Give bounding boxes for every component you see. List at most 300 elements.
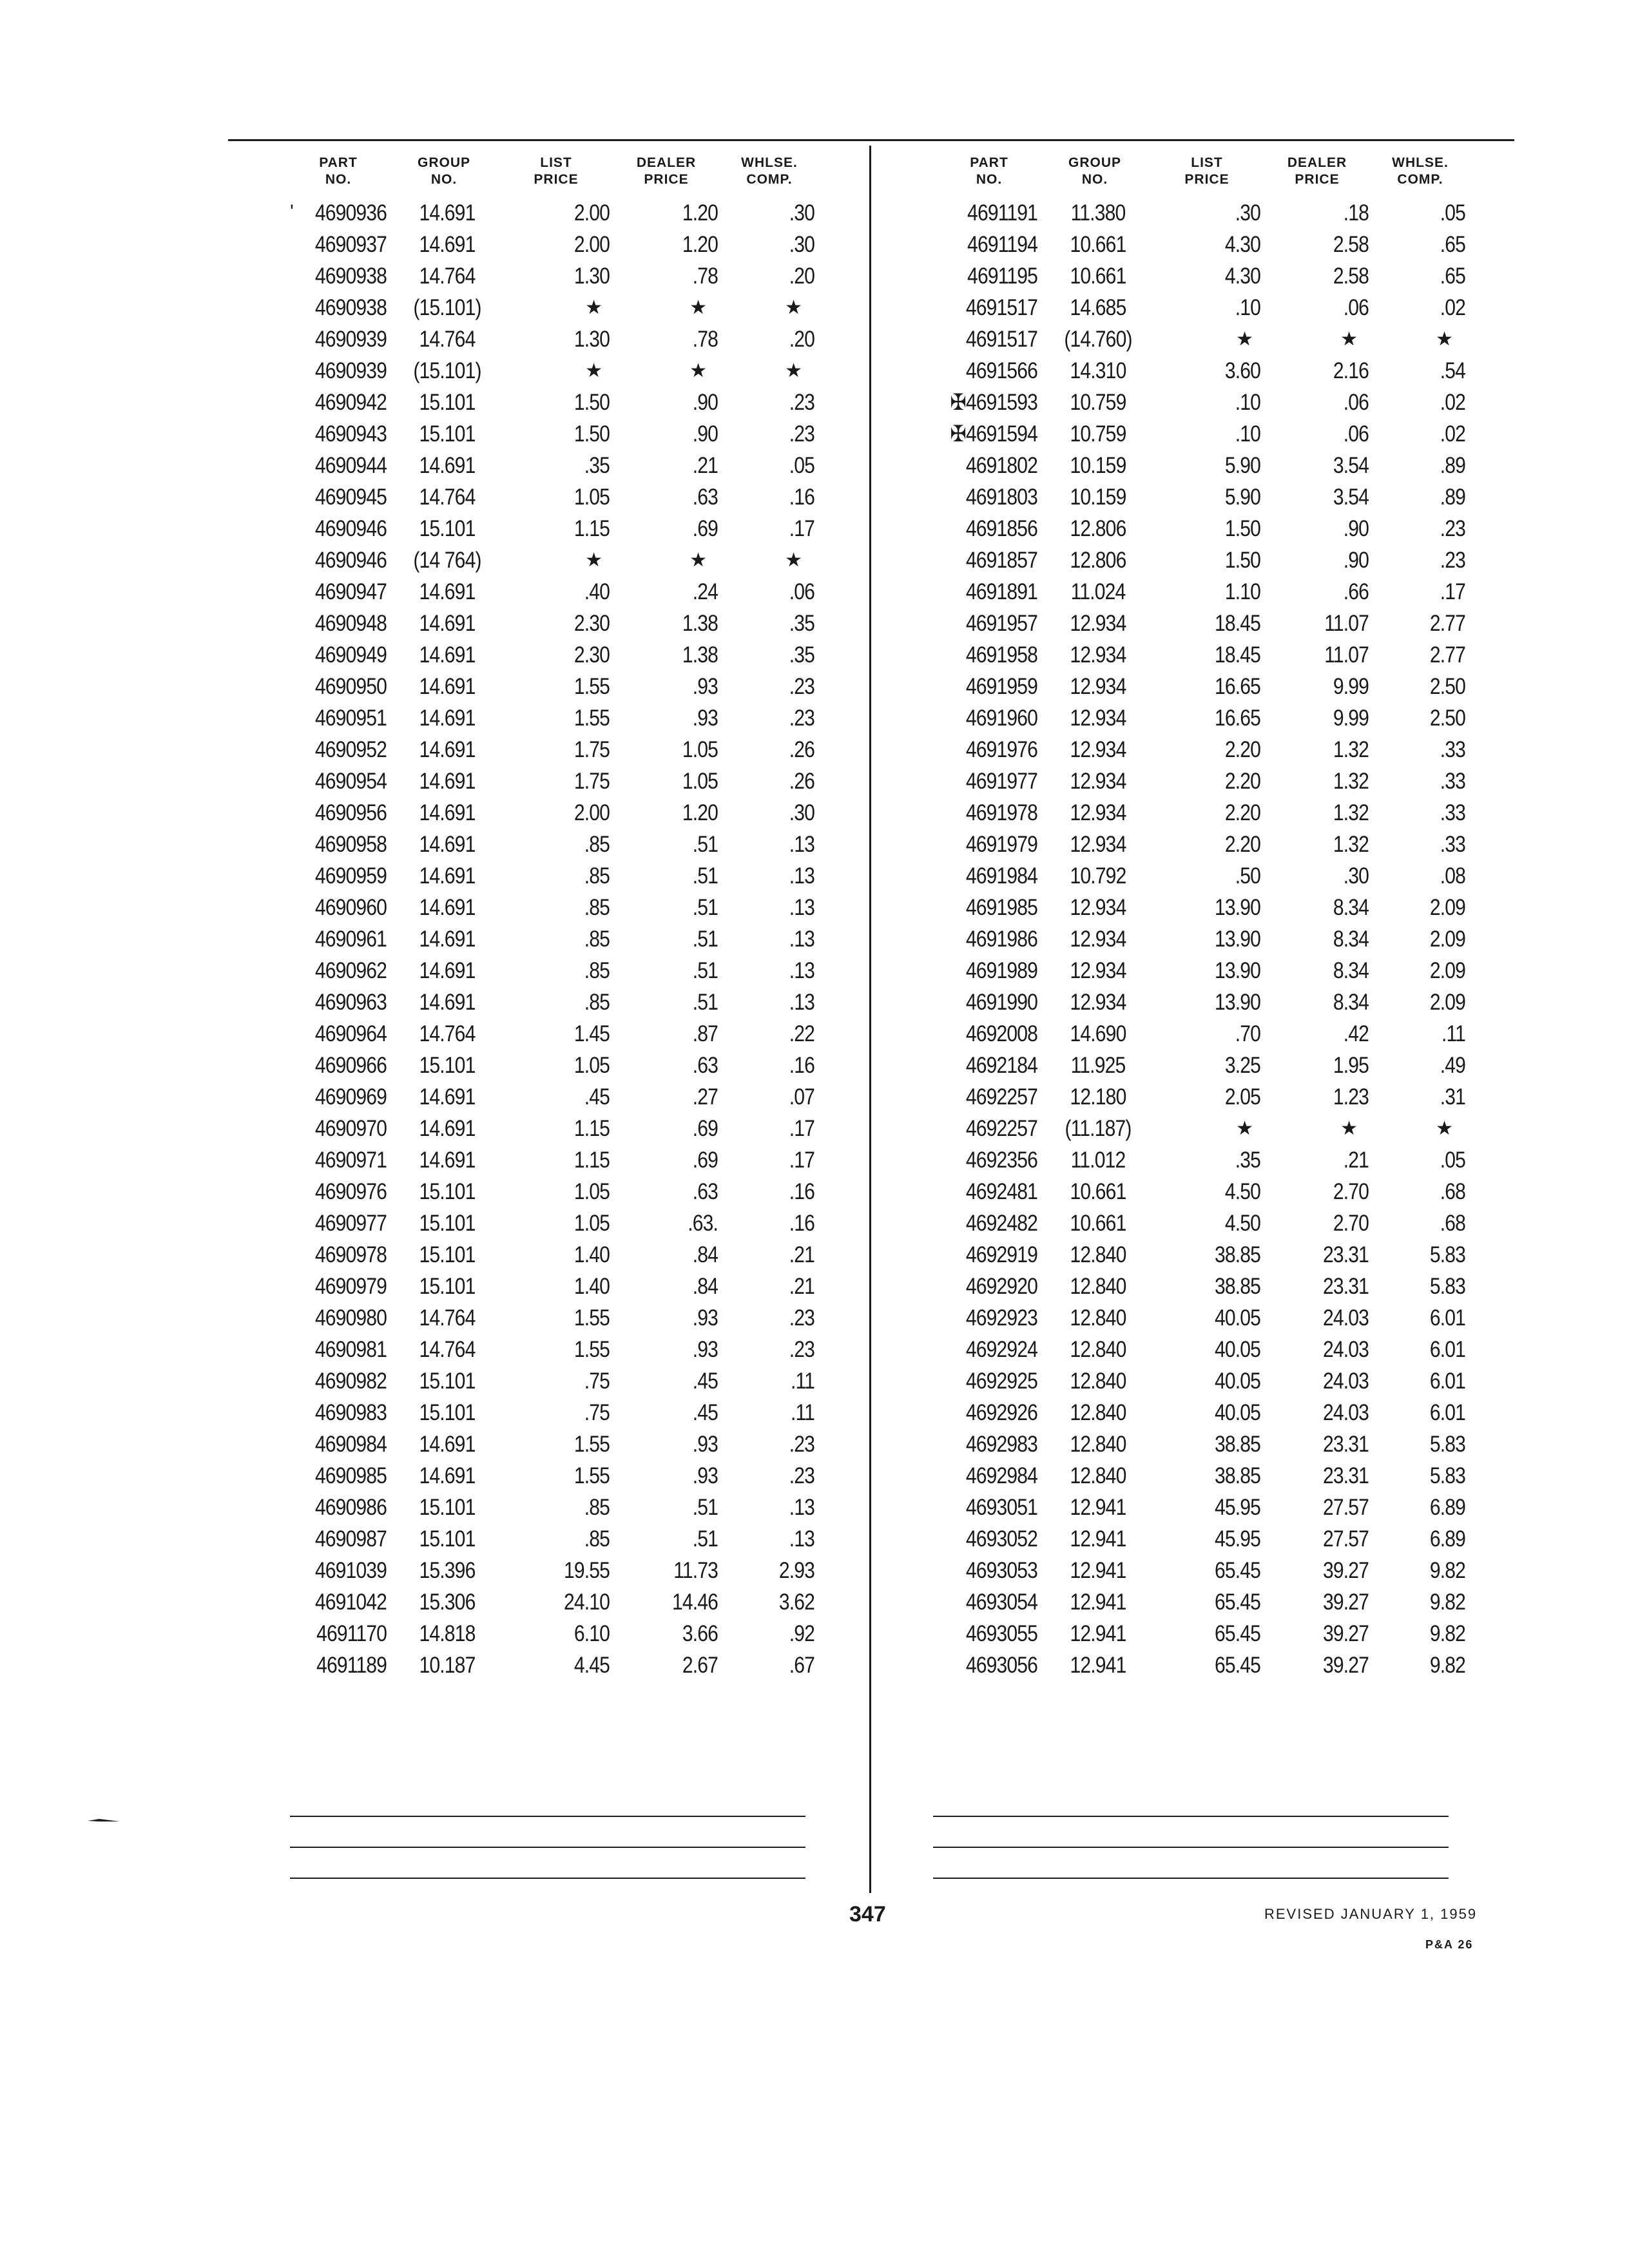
whlse-comp-cell: 6.89: [1429, 1526, 1465, 1552]
group-no-cell: (15.101): [413, 294, 481, 320]
whlse-comp-cell: 2.77: [1429, 642, 1465, 668]
list-price-cell: 18.45: [1214, 642, 1260, 668]
table-row: [284, 955, 817, 986]
part-no-cell: 4691990: [965, 989, 1037, 1015]
part-no-cell: 4691189: [316, 1652, 387, 1678]
table-row: [934, 197, 1468, 229]
list-price-cell: 2.20: [1224, 736, 1260, 762]
whlse-comp-cell: 5.83: [1429, 1431, 1465, 1457]
table-row: [934, 1428, 1468, 1460]
list-price-cell: 38.85: [1214, 1242, 1260, 1267]
list-price-cell: .10: [1235, 294, 1260, 320]
list-price-cell: 1.05: [574, 1210, 610, 1236]
dealer-price-cell: 24.03: [1322, 1336, 1369, 1362]
whlse-comp-cell: .31: [1440, 1084, 1465, 1110]
list-price-cell: 2.20: [1224, 831, 1260, 857]
whlse-comp-cell: .67: [789, 1652, 815, 1678]
whlse-comp-cell: .13: [789, 989, 815, 1015]
group-no-cell: 12.934: [1070, 926, 1126, 952]
part-no-cell: 4691857: [965, 547, 1037, 573]
group-no-cell: 12.941: [1070, 1557, 1126, 1583]
group-no-cell: 10.159: [1070, 484, 1126, 510]
part-no-cell: 4692356: [965, 1147, 1037, 1173]
list-price-cell: 16.65: [1214, 705, 1260, 731]
whlse-comp-cell: .11: [790, 1399, 815, 1425]
table-row: [934, 1365, 1468, 1397]
list-price-cell: .45: [584, 1084, 610, 1110]
group-no-cell: (14.760): [1064, 326, 1132, 352]
list-price-cell: 1.50: [1224, 515, 1260, 541]
list-price-cell: .70: [1235, 1021, 1260, 1046]
group-no-cell: 12.941: [1070, 1620, 1126, 1646]
group-no-cell: 10.792: [1070, 863, 1126, 889]
whlse-comp-cell: .68: [1440, 1178, 1465, 1204]
part-no-cell: 4690979: [314, 1273, 387, 1299]
header-group-no: GROUP NO.: [417, 155, 470, 187]
list-price-cell: 2.30: [574, 610, 610, 636]
group-no-cell: 15.101: [419, 1399, 476, 1425]
list-price-cell: 45.95: [1214, 1526, 1260, 1552]
whlse-comp-cell: .30: [789, 800, 815, 825]
table-row: [934, 797, 1468, 829]
group-no-cell: 14.764: [419, 1021, 476, 1046]
whlse-comp-cell: .05: [789, 452, 815, 478]
table-row: [934, 1492, 1468, 1523]
part-no-cell: 4690938: [314, 263, 387, 289]
whlse-comp-cell: 2.09: [1429, 957, 1465, 983]
whlse-comp-cell: .13: [789, 863, 815, 889]
table-row: [934, 1618, 1468, 1649]
dealer-price-cell: 23.31: [1322, 1273, 1369, 1299]
group-no-cell: 15.101: [419, 1242, 476, 1267]
whlse-comp-cell: .17: [789, 1147, 815, 1173]
whlse-comp-cell: .13: [789, 894, 815, 920]
table-row: [934, 418, 1468, 450]
group-no-cell: 12.934: [1070, 957, 1126, 983]
list-price-cell: 1.15: [574, 1147, 610, 1173]
part-no-cell: 4692983: [965, 1431, 1037, 1457]
whlse-comp-cell: .89: [1440, 484, 1465, 510]
part-no-cell: 4691517: [965, 294, 1037, 320]
dealer-price-cell: .63: [692, 484, 718, 510]
group-no-cell: 12.934: [1070, 800, 1126, 825]
header-list-price: LIST PRICE: [534, 155, 579, 187]
group-no-cell: 14.764: [419, 1305, 476, 1331]
table-row: [934, 986, 1468, 1018]
table-row: [284, 1271, 817, 1302]
whlse-comp-cell: .16: [789, 1178, 815, 1204]
dealer-price-cell: .90: [1343, 515, 1369, 541]
list-price-cell: 1.55: [574, 1336, 610, 1362]
dealer-price-cell: .93: [692, 705, 718, 731]
group-no-cell: 14.818: [419, 1620, 476, 1646]
part-no-cell: 4690945: [314, 484, 387, 510]
dealer-price-cell: 23.31: [1322, 1431, 1369, 1457]
whlse-comp-cell: .13: [789, 831, 815, 857]
table-row: [284, 1018, 817, 1050]
group-no-cell: 14.691: [419, 736, 476, 762]
part-no-cell: 4692481: [965, 1178, 1037, 1204]
list-price-cell: 38.85: [1214, 1273, 1260, 1299]
whlse-comp-cell: .02: [1440, 421, 1465, 447]
list-price-cell: 24.10: [563, 1589, 610, 1615]
part-no-cell: 4691194: [967, 231, 1037, 257]
group-no-cell: 12.840: [1070, 1336, 1126, 1362]
table-row: [934, 1271, 1468, 1302]
list-price-cell: 19.55: [563, 1557, 610, 1583]
right-header-row: [934, 155, 1468, 197]
group-no-cell: 14.310: [1070, 358, 1126, 383]
group-no-cell: 14.691: [419, 863, 476, 889]
part-no-cell: 4691977: [965, 768, 1037, 794]
list-price-cell: .85: [584, 957, 610, 983]
list-price-cell: 1.05: [574, 1052, 610, 1078]
list-price-cell: 1.40: [574, 1273, 610, 1299]
table-row: [284, 1113, 817, 1144]
list-price-cell: 65.45: [1214, 1589, 1260, 1615]
table-row: [284, 1523, 817, 1555]
table-row: [934, 1302, 1468, 1334]
part-no-cell: 4690969: [314, 1084, 387, 1110]
table-row: [934, 860, 1468, 892]
dealer-price-cell: .51: [692, 926, 718, 952]
dealer-price-cell: 1.20: [682, 200, 718, 226]
group-no-cell: 10.661: [1070, 1178, 1126, 1204]
whlse-comp-cell: 9.82: [1429, 1557, 1465, 1583]
table-row: [284, 860, 817, 892]
whlse-comp-cell: .17: [789, 1115, 815, 1141]
dealer-price-cell: 27.57: [1322, 1494, 1369, 1520]
table-row: [284, 418, 817, 450]
whlse-comp-cell: 9.82: [1429, 1620, 1465, 1646]
table-row: [934, 1018, 1468, 1050]
dealer-price-cell: .63.: [688, 1210, 718, 1236]
table-row: [934, 481, 1468, 513]
dealer-price-cell: .90: [692, 389, 718, 415]
stray-mark: ': [290, 201, 294, 222]
whlse-comp-cell: 5.83: [1429, 1273, 1465, 1299]
dealer-price-cell: .93: [692, 1305, 718, 1331]
dealer-price-cell: 23.31: [1322, 1242, 1369, 1267]
list-price-cell: 40.05: [1214, 1305, 1260, 1331]
whlse-comp-cell: .02: [1440, 294, 1465, 320]
part-no-cell: 4692257: [965, 1084, 1037, 1110]
dealer-price-cell: .45: [692, 1368, 718, 1394]
part-no-cell: 4691039: [314, 1557, 387, 1583]
table-row: [934, 639, 1468, 671]
table-row: [284, 1144, 817, 1176]
table-row: [934, 323, 1468, 355]
list-price-cell: 2.00: [574, 200, 610, 226]
part-no-cell: 4690958: [314, 831, 387, 857]
whlse-comp-cell: 6.01: [1429, 1336, 1465, 1362]
whlse-comp-cell: ★: [1436, 1118, 1452, 1139]
table-row: [284, 1207, 817, 1239]
table-row: [284, 923, 817, 955]
list-price-cell: 40.05: [1214, 1368, 1260, 1394]
dealer-price-cell: 1.20: [682, 800, 718, 825]
dealer-price-cell: .18: [1343, 200, 1369, 226]
group-no-cell: 12.941: [1070, 1589, 1126, 1615]
group-no-cell: 12.941: [1070, 1494, 1126, 1520]
part-no-cell: 4691802: [965, 452, 1037, 478]
dealer-price-cell: 2.67: [682, 1652, 718, 1678]
group-no-cell: (14 764): [413, 547, 481, 573]
part-no-cell: 4691803: [965, 484, 1037, 510]
group-no-cell: 12.934: [1070, 768, 1126, 794]
group-no-cell: 12.941: [1070, 1652, 1126, 1678]
whlse-comp-cell: .33: [1440, 800, 1465, 825]
dealer-price-cell: 2.70: [1333, 1210, 1369, 1236]
part-no-cell: 4690948: [314, 610, 387, 636]
dealer-price-cell: 8.34: [1333, 926, 1369, 952]
dealer-price-cell: 39.27: [1322, 1557, 1369, 1583]
table-row: [284, 260, 817, 292]
whlse-comp-cell: .23: [789, 673, 815, 699]
table-row: [934, 1586, 1468, 1618]
list-price-cell: 45.95: [1214, 1494, 1260, 1520]
list-price-cell: .75: [584, 1399, 610, 1425]
table-row: [284, 323, 817, 355]
group-no-cell: 15.101: [419, 1210, 476, 1236]
list-price-cell: 1.05: [574, 484, 610, 510]
part-no-cell: 4691984: [965, 863, 1037, 889]
whlse-comp-cell: 6.89: [1429, 1494, 1465, 1520]
part-no-cell: 4690978: [314, 1242, 387, 1267]
list-price-cell: 1.50: [1224, 547, 1260, 573]
table-row: [284, 1050, 817, 1081]
table-row: [284, 639, 817, 671]
whlse-comp-cell: .23: [789, 421, 815, 447]
group-no-cell: 14.691: [419, 642, 476, 668]
group-no-cell: 12.806: [1070, 547, 1126, 573]
list-price-cell: .35: [584, 452, 610, 478]
list-price-cell: 40.05: [1214, 1336, 1260, 1362]
list-price-cell: 38.85: [1214, 1431, 1260, 1457]
whlse-comp-cell: .22: [789, 1021, 815, 1046]
dealer-price-cell: 1.20: [682, 231, 718, 257]
part-no-cell: 4690962: [314, 957, 387, 983]
list-price-cell: .40: [584, 579, 610, 604]
whlse-comp-cell: .92: [789, 1620, 815, 1646]
part-no-cell: 4690983: [314, 1399, 387, 1425]
group-no-cell: 14.691: [419, 231, 476, 257]
top-rule: [228, 139, 1514, 141]
table-row: [284, 197, 817, 229]
table-row: [934, 1397, 1468, 1428]
dealer-price-cell: 8.34: [1333, 957, 1369, 983]
dealer-price-cell: 3.66: [682, 1620, 718, 1646]
group-no-cell: 14.691: [419, 768, 476, 794]
whlse-comp-cell: ★: [785, 550, 802, 571]
part-no-cell: 4693054: [965, 1589, 1037, 1615]
part-no-cell: 4690977: [314, 1210, 387, 1236]
group-no-cell: 10.661: [1070, 263, 1126, 289]
group-no-cell: 12.840: [1070, 1431, 1126, 1457]
part-no-cell: 4692482: [965, 1210, 1037, 1236]
dealer-price-cell: .51: [692, 894, 718, 920]
whlse-comp-cell: 9.82: [1429, 1652, 1465, 1678]
page-number: 347: [849, 1902, 886, 1927]
list-price-cell: 1.30: [574, 263, 610, 289]
part-no-cell: 4691957: [965, 610, 1037, 636]
group-no-cell: 14.691: [419, 1115, 476, 1141]
whlse-comp-cell: .49: [1440, 1052, 1465, 1078]
table-row: [284, 355, 817, 387]
part-no-cell: 4692924: [965, 1336, 1037, 1362]
group-no-cell: 12.934: [1070, 894, 1126, 920]
part-no-cell: 4690939: [314, 358, 387, 383]
list-price-cell: 38.85: [1214, 1463, 1260, 1488]
part-no-cell: 4691979: [965, 831, 1037, 857]
dealer-price-cell: .42: [1343, 1021, 1369, 1046]
list-price-cell: 13.90: [1214, 894, 1260, 920]
part-no-cell: 4691986: [965, 926, 1037, 952]
whlse-comp-cell: .13: [789, 926, 815, 952]
whlse-comp-cell: .16: [789, 1052, 815, 1078]
list-price-cell: .85: [584, 863, 610, 889]
list-price-cell: 18.45: [1214, 610, 1260, 636]
table-row: [284, 544, 817, 576]
whlse-comp-cell: .26: [789, 736, 815, 762]
table-row: [284, 892, 817, 923]
dealer-price-cell: .84: [692, 1242, 718, 1267]
part-no-cell: 4692257: [965, 1115, 1037, 1141]
dealer-price-cell: .45: [692, 1399, 718, 1425]
part-no-cell: 4690937: [314, 231, 387, 257]
list-price-cell: .10: [1235, 421, 1260, 447]
table-row: [934, 1176, 1468, 1207]
group-no-cell: 14.685: [1070, 294, 1126, 320]
list-price-cell: 4.30: [1224, 263, 1260, 289]
group-no-cell: 12.934: [1070, 705, 1126, 731]
part-no-cell: 4693055: [965, 1620, 1037, 1646]
part-no-cell: 4691170: [316, 1620, 387, 1646]
dealer-price-cell: .69: [692, 1147, 718, 1173]
group-no-cell: 12.934: [1070, 831, 1126, 857]
table-row: [934, 355, 1468, 387]
table-row: [284, 1555, 817, 1586]
whlse-comp-cell: .23: [789, 1463, 815, 1488]
part-no-cell: 4690946: [314, 515, 387, 541]
header-whlse-comp: WHLSE. COMP.: [1392, 155, 1449, 187]
part-no-cell: 4692919: [965, 1242, 1037, 1267]
list-price-cell: .10: [1235, 389, 1260, 415]
table-row: [284, 702, 817, 734]
list-price-cell: 2.00: [574, 231, 610, 257]
dealer-price-cell: 39.27: [1322, 1652, 1369, 1678]
part-no-cell: 4690986: [314, 1494, 387, 1520]
part-no-cell: 4690942: [314, 389, 387, 415]
whlse-comp-cell: 2.09: [1429, 894, 1465, 920]
group-no-cell: (15.101): [413, 358, 481, 383]
part-no-cell: 4691960: [965, 705, 1037, 731]
table-row: [284, 292, 817, 323]
whlse-comp-cell: .21: [789, 1273, 815, 1299]
table-row: [934, 734, 1468, 765]
whlse-comp-cell: .11: [790, 1368, 815, 1394]
group-no-cell: 15.101: [419, 1494, 476, 1520]
dealer-price-cell: 11.07: [1324, 642, 1369, 668]
group-no-cell: 14.691: [419, 705, 476, 731]
group-no-cell: 12.840: [1070, 1399, 1126, 1425]
group-no-cell: 14.691: [419, 957, 476, 983]
whlse-comp-cell: .21: [789, 1242, 815, 1267]
list-price-cell: 1.55: [574, 1431, 610, 1457]
dealer-price-cell: 1.95: [1333, 1052, 1369, 1078]
list-price-cell: ★: [1236, 1118, 1253, 1139]
part-no-cell: 4690951: [314, 705, 387, 731]
list-price-cell: 5.90: [1224, 484, 1260, 510]
part-no-cell: 4690946: [314, 547, 387, 573]
table-row: [934, 1081, 1468, 1113]
dealer-price-cell: .51: [692, 957, 718, 983]
whlse-comp-cell: .26: [789, 768, 815, 794]
part-no-cell: 4690959: [314, 863, 387, 889]
dealer-price-cell: .06: [1343, 421, 1369, 447]
group-no-cell: 12.934: [1070, 642, 1126, 668]
part-no-cell: 4693052: [965, 1526, 1037, 1552]
whlse-comp-cell: .13: [789, 1526, 815, 1552]
whlse-comp-cell: 6.01: [1429, 1368, 1465, 1394]
blank-entry-line: [290, 1816, 805, 1817]
dealer-price-cell: .90: [1343, 547, 1369, 573]
part-no-cell: ✠4691594: [950, 421, 1037, 447]
list-price-cell: 13.90: [1214, 926, 1260, 952]
dealer-price-cell: 3.54: [1333, 484, 1369, 510]
whlse-comp-cell: ★: [785, 360, 802, 381]
group-no-cell: 15.101: [419, 1273, 476, 1299]
list-price-cell: 6.10: [574, 1620, 610, 1646]
dealer-price-cell: .93: [692, 1431, 718, 1457]
list-price-cell: 1.45: [574, 1021, 610, 1046]
table-row: [284, 608, 817, 639]
list-price-cell: ★: [585, 297, 602, 318]
dealer-price-cell: 1.38: [682, 642, 718, 668]
part-no-cell: 4690938: [314, 294, 387, 320]
group-no-cell: 14.691: [419, 610, 476, 636]
list-price-cell: 40.05: [1214, 1399, 1260, 1425]
part-no-cell: 4692008: [965, 1021, 1037, 1046]
part-no-cell: 4690960: [314, 894, 387, 920]
part-no-cell: 4692923: [965, 1305, 1037, 1331]
whlse-comp-cell: 5.83: [1429, 1463, 1465, 1488]
whlse-comp-cell: .16: [789, 1210, 815, 1236]
table-row: [284, 576, 817, 608]
table-row: [934, 1113, 1468, 1144]
header-dealer-price: DEALER PRICE: [1287, 155, 1347, 187]
whlse-comp-cell: .17: [1440, 579, 1465, 604]
table-row: [284, 797, 817, 829]
left-price-table: [284, 155, 817, 1681]
part-no-cell: 4691517: [965, 326, 1037, 352]
whlse-comp-cell: .23: [1440, 547, 1465, 573]
header-whlse-comp: WHLSE. COMP.: [741, 155, 798, 187]
table-row: [934, 702, 1468, 734]
table-row: [284, 513, 817, 544]
list-price-cell: 1.05: [574, 1178, 610, 1204]
table-row: [934, 450, 1468, 481]
part-no-cell: 4690956: [314, 800, 387, 825]
whlse-comp-cell: 6.01: [1429, 1399, 1465, 1425]
dealer-price-cell: .30: [1343, 863, 1369, 889]
dealer-price-cell: 39.27: [1322, 1589, 1369, 1615]
whlse-comp-cell: .54: [1440, 358, 1465, 383]
blank-entry-line: [933, 1878, 1449, 1879]
group-no-cell: 15.396: [419, 1557, 476, 1583]
right-price-table: [934, 155, 1468, 1681]
whlse-comp-cell: .30: [789, 200, 815, 226]
